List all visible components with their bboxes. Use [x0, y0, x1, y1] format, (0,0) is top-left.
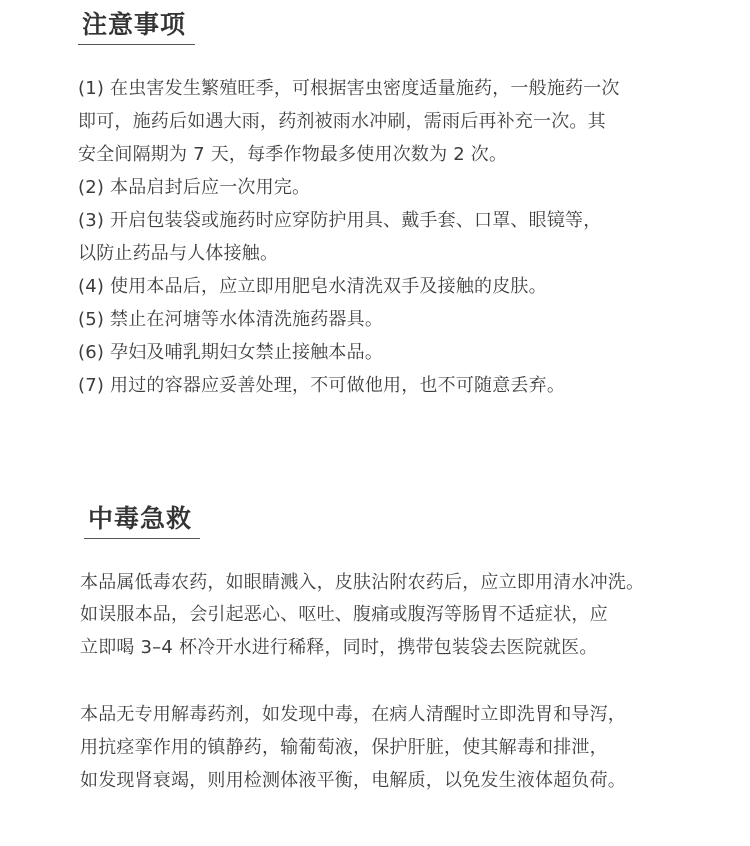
precautions-line: (1) 在虫害发生繁殖旺季，可根据害虫密度适量施药，一般施药一次	[78, 78, 620, 99]
poisoning-aid-line: 本品属低毒农药，如眼睛溅入，皮肤沾附农药后，应立即用清水冲洗。	[80, 572, 645, 593]
precautions-line: (2) 本品启封后应一次用完。	[78, 177, 311, 198]
poisoning-aid-line: 用抗痉挛作用的镇静药，输葡萄液，保护肝脏，使其解毒和排泄，	[80, 737, 608, 758]
precautions-title-underline	[78, 44, 195, 45]
precautions-line: 安全间隔期为 7 天，每季作物最多使用次数为 2 次。	[78, 144, 508, 165]
poisoning-aid-title-underline	[84, 538, 200, 539]
precautions-line: (5) 禁止在河塘等水体清洗施药器具。	[78, 309, 384, 330]
precautions-line: (3) 开启包装袋或施药时应穿防护用具、戴手套、口罩、眼镜等，	[78, 210, 602, 231]
precautions-line: 以防止药品与人体接触。	[78, 243, 279, 264]
precautions-title: 注意事项	[82, 10, 187, 39]
precautions-line: (6) 孕妇及哺乳期妇女禁止接触本品。	[78, 342, 384, 363]
precautions-line: 即可，施药后如遇大雨，药剂被雨水冲刷，需雨后再补充一次。其	[78, 111, 606, 132]
precautions-line: (7) 用过的容器应妥善处理，不可做他用，也不可随意丢弃。	[78, 375, 566, 396]
precautions-line: (4) 使用本品后，应立即用肥皂水清洗双手及接触的皮肤。	[78, 276, 547, 297]
poisoning-aid-line: 如误服本品，会引起恶心、呕吐、腹痛或腹泻等肠胃不适症状，应	[80, 604, 608, 625]
poisoning-aid-line: 本品无专用解毒药剂，如发现中毒，在病人清醒时立即洗胃和导泻，	[80, 704, 626, 725]
poisoning-aid-title: 中毒急救	[88, 504, 193, 533]
poisoning-aid-line: 如发现肾衰竭，则用检测体液平衡，电解质，以免发生液体超负荷。	[80, 770, 626, 791]
poisoning-aid-line: 立即喝 3–4 杯冷开水进行稀释，同时，携带包装袋去医院就医。	[80, 637, 598, 658]
